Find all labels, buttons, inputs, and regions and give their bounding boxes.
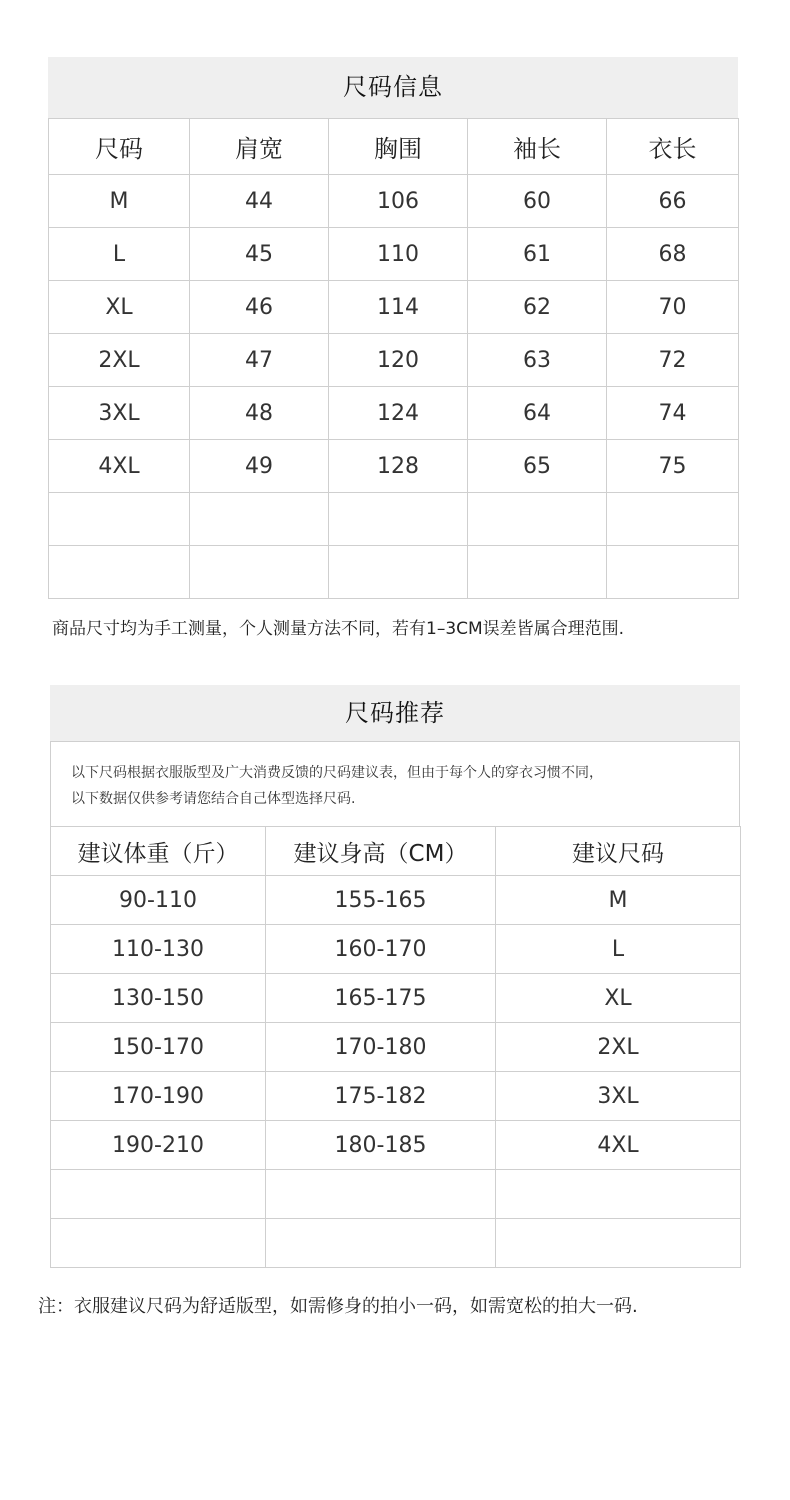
- table-cell: 150-170: [51, 1023, 266, 1072]
- table-cell: 3XL: [496, 1072, 741, 1121]
- table-cell: 170-190: [51, 1072, 266, 1121]
- table-cell: 63: [468, 334, 607, 387]
- table-cell: 60: [468, 175, 607, 228]
- table-cell: 2XL: [49, 334, 190, 387]
- table-cell: 130-150: [51, 974, 266, 1023]
- size-recommend-table: [50, 826, 741, 1268]
- table-row: [51, 974, 741, 1023]
- table-cell: [51, 1219, 266, 1268]
- table-row: [49, 334, 739, 387]
- intro-line-2: 以下数据仅供参考请您结合自己体型选择尺码.: [71, 791, 356, 807]
- table-cell: [266, 1219, 496, 1268]
- table-row-empty: [51, 1170, 741, 1219]
- table-cell: [329, 546, 468, 599]
- table-cell: 4XL: [49, 440, 190, 493]
- size-info-panel: [48, 57, 738, 599]
- table-cell: 4XL: [496, 1121, 741, 1170]
- table-row: [51, 1072, 741, 1121]
- header-height: 建议身高（CM）: [266, 827, 496, 876]
- table-cell: 124: [329, 387, 468, 440]
- table-cell: [496, 1219, 741, 1268]
- table-row: [51, 1023, 741, 1072]
- table-cell: 106: [329, 175, 468, 228]
- table-cell: [190, 493, 329, 546]
- table-cell: L: [49, 228, 190, 281]
- table-cell: 170-180: [266, 1023, 496, 1072]
- table-cell: 2XL: [496, 1023, 741, 1072]
- table-cell: [190, 546, 329, 599]
- table-cell: [468, 546, 607, 599]
- table-cell: 190-210: [51, 1121, 266, 1170]
- table-cell: [607, 546, 739, 599]
- table-row: [49, 387, 739, 440]
- recommend-header-row: [51, 827, 741, 876]
- table-cell: [49, 493, 190, 546]
- measurement-note: 商品尺寸均为手工测量，个人测量方法不同，若有1–3CM误差皆属合理范围.: [52, 619, 625, 639]
- table-cell: [607, 493, 739, 546]
- table-row-empty: [49, 546, 739, 599]
- table-cell: 75: [607, 440, 739, 493]
- recommend-intro: [50, 741, 740, 826]
- header-suggested-size: 建议尺码: [496, 827, 741, 876]
- table-cell: 70: [607, 281, 739, 334]
- size-info-table: [48, 118, 739, 599]
- fit-note: 注：衣服建议尺码为舒适版型，如需修身的拍小一码，如需宽松的拍大一码.: [38, 1296, 638, 1317]
- table-row: [51, 1121, 741, 1170]
- table-cell: 180-185: [266, 1121, 496, 1170]
- table-cell: 114: [329, 281, 468, 334]
- table-cell: [266, 1170, 496, 1219]
- table-cell: 128: [329, 440, 468, 493]
- table-cell: XL: [496, 974, 741, 1023]
- size-recommend-title: 尺码推荐: [50, 685, 740, 741]
- table-cell: M: [49, 175, 190, 228]
- size-info-header-row: [49, 119, 739, 175]
- table-row: [49, 228, 739, 281]
- size-info-title: 尺码信息: [48, 57, 738, 118]
- table-cell: [49, 546, 190, 599]
- table-row: [49, 175, 739, 228]
- table-cell: 46: [190, 281, 329, 334]
- table-cell: [329, 493, 468, 546]
- table-cell: L: [496, 925, 741, 974]
- table-cell: 3XL: [49, 387, 190, 440]
- table-cell: 175-182: [266, 1072, 496, 1121]
- table-cell: 72: [607, 334, 739, 387]
- table-cell: 49: [190, 440, 329, 493]
- header-shoulder: 肩宽: [190, 119, 329, 175]
- table-cell: 47: [190, 334, 329, 387]
- table-cell: 62: [468, 281, 607, 334]
- header-weight: 建议体重（斤）: [51, 827, 266, 876]
- table-cell: 120: [329, 334, 468, 387]
- table-row-empty: [49, 493, 739, 546]
- header-chest: 胸围: [329, 119, 468, 175]
- table-cell: 68: [607, 228, 739, 281]
- table-cell: 155-165: [266, 876, 496, 925]
- size-recommend-panel: [50, 685, 740, 1268]
- table-cell: 48: [190, 387, 329, 440]
- table-cell: 66: [607, 175, 739, 228]
- table-cell: 110: [329, 228, 468, 281]
- table-row-empty: [51, 1219, 741, 1268]
- table-cell: 165-175: [266, 974, 496, 1023]
- table-cell: XL: [49, 281, 190, 334]
- header-sleeve: 袖长: [468, 119, 607, 175]
- table-cell: 74: [607, 387, 739, 440]
- intro-line-1: 以下尺码根据衣服版型及广大消费反馈的尺码建议表，但由于每个人的穿衣习惯不同，: [71, 765, 603, 781]
- table-cell: M: [496, 876, 741, 925]
- header-length: 衣长: [607, 119, 739, 175]
- table-row: [51, 876, 741, 925]
- table-cell: 90-110: [51, 876, 266, 925]
- table-cell: 61: [468, 228, 607, 281]
- table-cell: [51, 1170, 266, 1219]
- table-cell: 64: [468, 387, 607, 440]
- table-cell: 44: [190, 175, 329, 228]
- table-cell: 160-170: [266, 925, 496, 974]
- table-cell: [496, 1170, 741, 1219]
- table-row: [49, 440, 739, 493]
- header-size: 尺码: [49, 119, 190, 175]
- table-cell: 110-130: [51, 925, 266, 974]
- table-row: [51, 925, 741, 974]
- table-cell: 65: [468, 440, 607, 493]
- table-cell: [468, 493, 607, 546]
- table-row: [49, 281, 739, 334]
- table-cell: 45: [190, 228, 329, 281]
